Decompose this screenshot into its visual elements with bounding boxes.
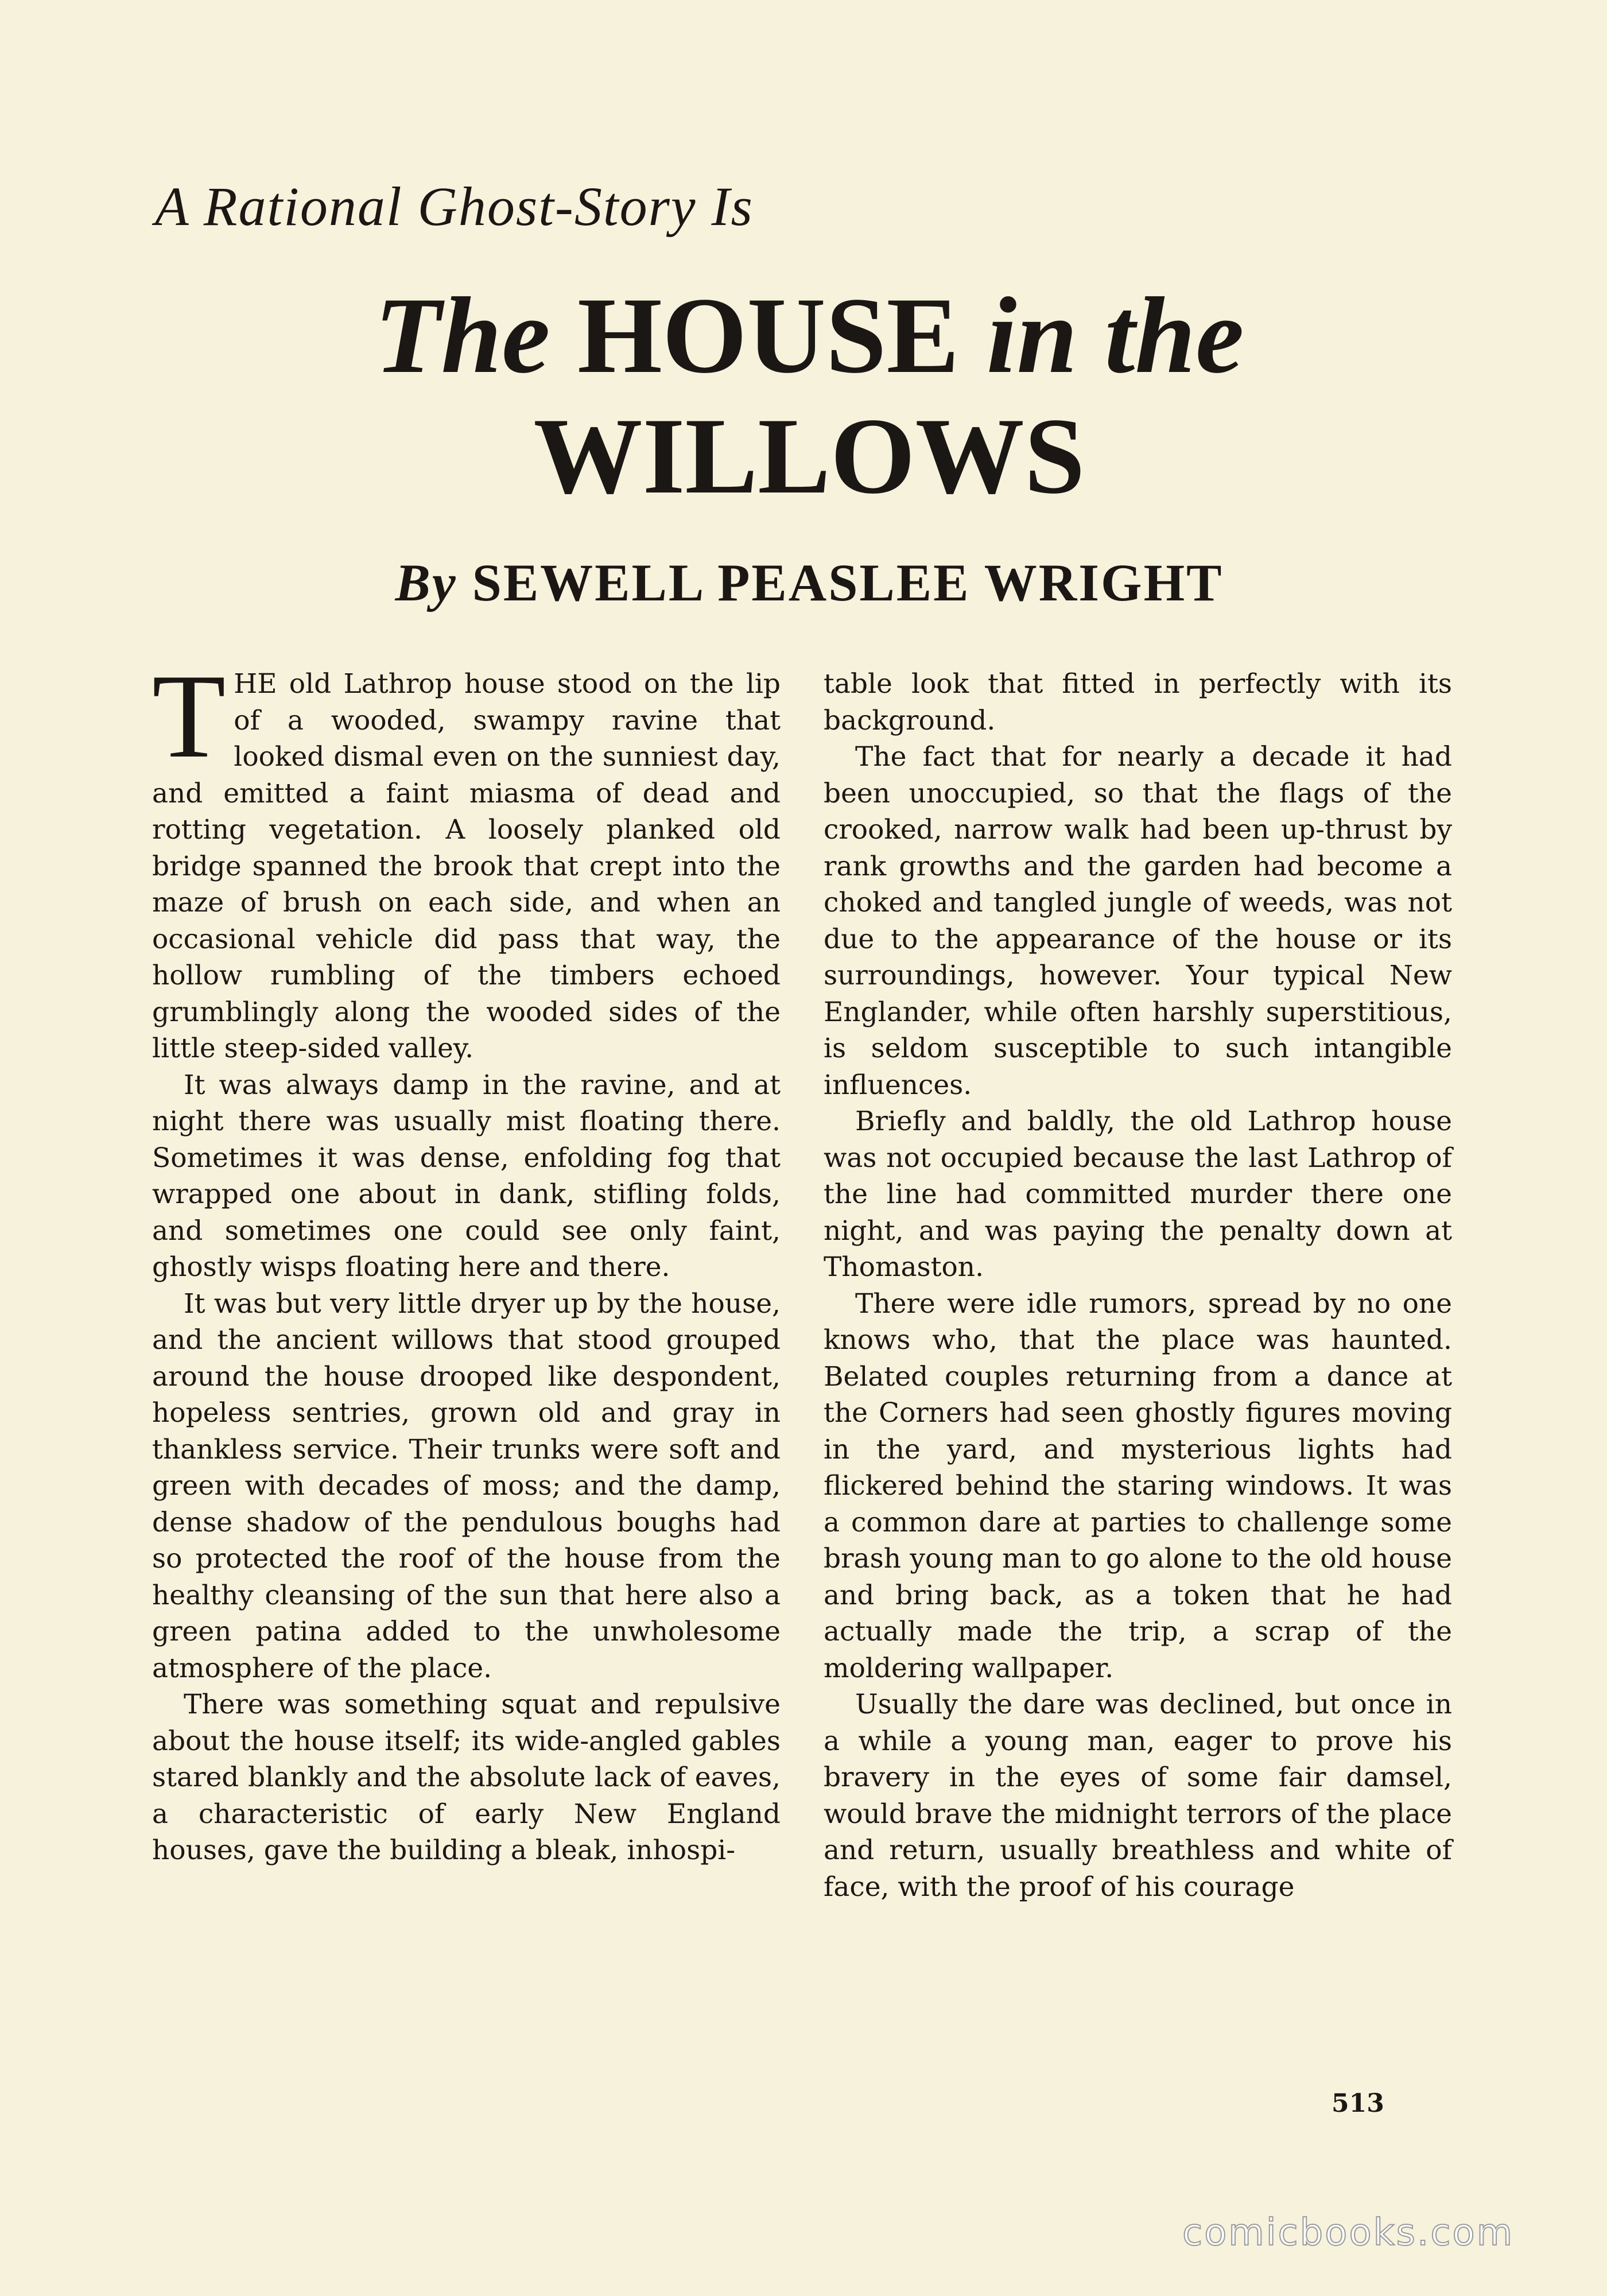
page-number: 513 <box>1332 2089 1384 2118</box>
paragraph-text: HE old Lathrop house stood on the lip of a wooded, swampy ravine that looked dismal even on the sunniest day, and emitted a faint miasma of dead and rotting vegetation. A loosely planked old bridge spanned the brook that crept into the maze of brush on each side, and when an occasional vehicle did pass that way, the hollow rumbling of the timbers echoed grumblingly along the wooded sides of the little steep-sided valley. <box>152 668 781 1064</box>
drop-cap: T <box>152 650 226 783</box>
paragraph: The fact that for nearly a decade it had been unoccupied, so that the flags of the crooked, narrow walk had been up-thrust by rank growths and the garden had become a choked and tangled jungle of weeds, was not due to the appearance of the house or its surroundings, however. Your typical New Englander, while often harshly superstitious, is seldom susceptible to such intangible influences. <box>824 741 1452 1101</box>
story-kicker: A Rational Ghost-Story Is <box>155 176 754 237</box>
byline-by: By <box>395 553 457 612</box>
title-word-the: The <box>374 276 550 396</box>
paragraph: There was something squat and repulsive about the house itself; its wide-angled gables stared blankly and the absolute lack of eaves, a characteristic of early New England houses, gave the building a bleak, inhospi- <box>152 1689 781 1866</box>
paragraph: Usually the dare was declined, but once in a while a young man, eager to prove his bravery in the eyes of some fair damsel, would brave the midnight terrors of the place and return, usually breathless and white of face, with the proof of his courage <box>824 1689 1452 1903</box>
article-column-right <box>824 666 1452 1905</box>
byline <box>155 548 1464 617</box>
title-word-willows: WILLOWS <box>533 396 1085 517</box>
paragraph <box>152 650 781 1067</box>
title-word-house: HOUSE <box>577 276 960 396</box>
paragraph: There were idle rumors, spread by no one knows who, that the place was haunted. Belated couples returning from a dance at the Corners had seen ghostly figures moving in the yard, and mysterious lights had flickered behind the staring windows. It was a common dare at parties to challenge some brash young man to go alone to the old house and bring back, as a token that he had actually made the trip, a scrap of the moldering wallpaper. <box>824 1287 1452 1684</box>
story-title <box>155 276 1464 517</box>
paragraph: table look that fitted in perfectly with its background. <box>824 668 1452 736</box>
byline-author: SEWELL PEASLEE WRIGHT <box>472 553 1224 612</box>
title-word-in-the: in the <box>986 276 1244 396</box>
paragraph: Briefly and baldly, the old Lathrop house was not occupied because the last Lathrop of the line had committed murder there one night, and was paying the penalty down at Thomaston. <box>824 1106 1452 1283</box>
watermark: comicbooks.com <box>1182 2212 1515 2254</box>
paragraph: It was always damp in the ravine, and at night there was usually mist floating there. Sometimes it was dense, enfolding fog that wrapped one about in dank, stifling folds, and sometimes one could see only faint, ghostly wisps floating here and there. <box>152 1069 781 1283</box>
article-column-left <box>152 650 781 1869</box>
paragraph: It was but very little dryer up by the house, and the ancient willows that stood grouped around the house drooped like despondent, hopeless sentries, grown old and gray in thankless service. Their trunks were soft and green with decades of moss; and the damp, dense shadow of the pendulous boughs had so protected the roof of the house from the healthy cleansing of the sun that here also a green patina added to the unwholesome atmosphere of the place. <box>152 1287 781 1684</box>
